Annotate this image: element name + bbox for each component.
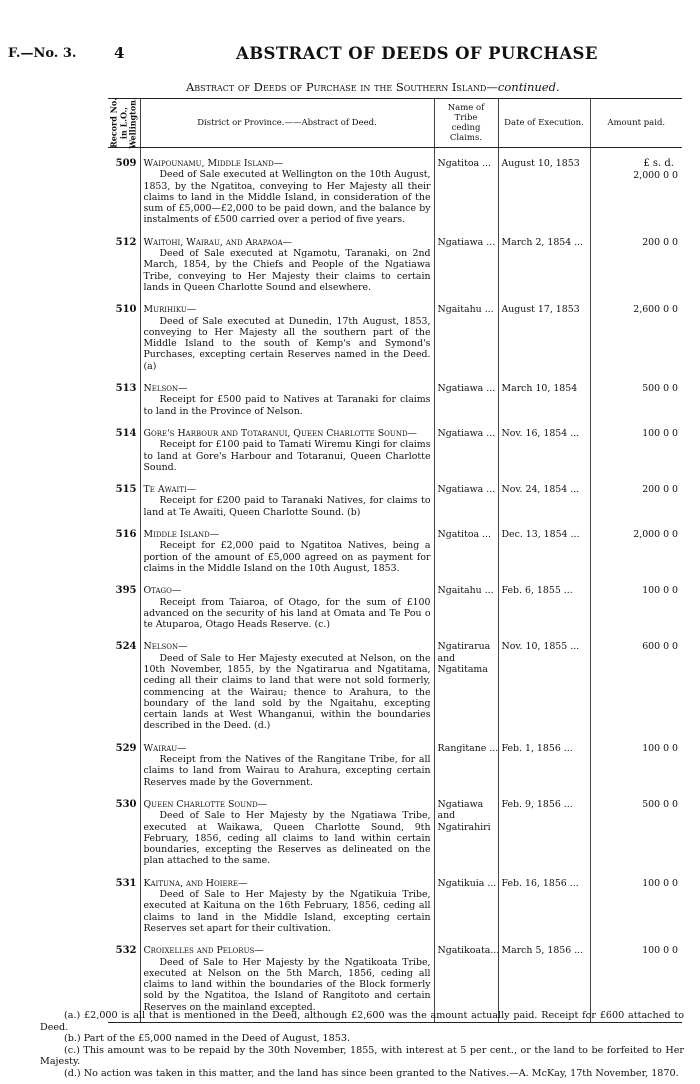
deed-abstract [140, 148, 434, 237]
district-heading: Nelson— [143, 383, 188, 395]
tribe-name: Ngatitoa ... [434, 529, 498, 585]
record-number: 529 [115, 742, 137, 754]
deed-text: Deed of Sale to Her Majesty by the Ngatikuia Tribe, executed at Kaituna on the 16th February, 1856, ceding all claims to land in the Middle Island, excepting certain Reserves set apart for their cultivation. [143, 889, 431, 934]
deed-abstract [140, 743, 434, 799]
amount-paid: 600 0 0 [590, 641, 682, 742]
column-header-record [108, 99, 140, 148]
table-row [108, 878, 682, 945]
district-heading: Otago— [143, 585, 182, 597]
amount-paid: 2,600 0 0 [590, 304, 682, 383]
page-header [8, 44, 692, 66]
record-number: 513 [115, 383, 137, 395]
deed-abstract [140, 237, 434, 304]
table-row [108, 799, 682, 878]
amount-paid: 200 0 0 [590, 237, 682, 304]
deed-abstract [140, 529, 434, 585]
tribe-name: Ngatiawa ... [434, 484, 498, 529]
table-row [108, 428, 682, 484]
document-reference: F.—No. 3. [8, 46, 77, 61]
column-header-amount: Amount paid. [590, 99, 682, 148]
district-heading: Middle Island— [143, 529, 220, 541]
amount-paid: 100 0 0 [590, 743, 682, 799]
execution-date: Dec. 13, 1854 ... [498, 529, 590, 585]
footnote-a: (a.) £2,000 is all that is mentioned in the Deed, although £2,600 was the amount actually paid. Receipt for £600 attached to Deed. [40, 1010, 684, 1033]
column-header-date: Date of Execution. [498, 99, 590, 148]
deed-text: Receipt for £100 paid to Tamati Wiremu Kingi for claims to land at Gore's Harbour and Totaranui, Queen Charlotte Sound. [143, 439, 431, 473]
amount-paid: 100 0 0 [590, 878, 682, 945]
footnote-c: (c.) This amount was to be repaid by the 30th November, 1855, with interest at 5 per cent., or the land to be forfeited to Her Majesty. [40, 1044, 684, 1068]
district-heading: Gore's Harbour and Totaranui, Queen Charlotte Sound— [143, 427, 417, 439]
table-caption-continued: continued. [497, 80, 560, 94]
deed-text: Deed of Sale to Her Majesty by the Ngatikoata Tribe, executed at Nelson on the 5th March, 1856, ceding all claims to land within the boundaries of the Block formerly sold by the Ngatitoa, the Island of Rangitoto and certain Reserves on the mainland excepted. [143, 956, 431, 1013]
tribe-name: Ngatiawa ... [434, 237, 498, 304]
table-caption-text: Abstract of Deeds of Purchase in the Southern Island— [186, 80, 498, 94]
deed-abstract [140, 641, 434, 742]
column-header-district: District or Province.——Abstract of Deed. [140, 99, 434, 148]
deed-text: Receipt for £200 paid to Taranaki Natives, for claims to land at Te Awaiti, Queen Charlotte Sound. (b) [143, 495, 431, 518]
district-heading: Te Awaiti— [143, 484, 197, 496]
deed-text: Deed of Sale executed at Dunedin, 17th August, 1853, conveying to Her Majesty all the southern part of the Middle Island to the south of Kemp's and Symond's Purchases, excepting certain Reserves named in the Deed. (a) [143, 315, 431, 372]
deed-abstract [140, 484, 434, 529]
execution-date: Feb. 9, 1856 ... [498, 799, 590, 878]
table-header-row [108, 99, 682, 148]
execution-date: March 2, 1854 ... [498, 237, 590, 304]
page-number: 4 [114, 44, 125, 62]
district-heading: Kaituna, and Hoiere— [143, 877, 248, 889]
tribe-name: Rangitane ... [434, 743, 498, 799]
execution-date: Nov. 24, 1854 ... [498, 484, 590, 529]
table-row [108, 529, 682, 585]
deed-text: Deed of Sale executed at Wellington on the 10th August, 1853, by the Ngatitoa, conveying to Her Majesty all their claims to land in the Middle Island, in consideration of the sum of £5,000—£2,000 to be paid down, and the balance by instalments of £500 carried over a period of five years. [143, 169, 431, 226]
record-header-line-3: Wellington. [127, 97, 138, 149]
district-heading: Croixelles and Pelorus— [143, 945, 264, 957]
record-number: 524 [115, 641, 137, 653]
deed-text: Deed of Sale to Her Majesty by the Ngatiawa Tribe, executed at Waikawa, Queen Charlotte Sound, 9th February, 1856, ceding all claims to land within certain boundaries, excepting the Reserves as delineated on the plan attached to the same. [143, 810, 431, 867]
amount-paid: 100 0 0 [590, 945, 682, 1022]
district-heading: Waipounamu, Middle Island— [143, 158, 284, 169]
record-number: 512 [115, 236, 137, 248]
amount-value: 2,000 0 0 [633, 170, 678, 182]
district-heading: Nelson— [143, 641, 188, 653]
deed-abstract [140, 878, 434, 945]
footnotes [40, 1010, 684, 1080]
table-row [108, 383, 682, 428]
table-caption [186, 80, 560, 94]
tribe-name: Ngatitoa ... [434, 148, 498, 237]
record-number: 510 [115, 304, 137, 316]
deed-text: Receipt from Taiaroa, of Otago, for the sum of £100 advanced on the security of his land at Omata and Te Pou o te Atuparoa, Otago Heads Reserve. (c.) [143, 596, 431, 631]
execution-date: March 5, 1856 ... [498, 945, 590, 1022]
deed-text: Receipt for £500 paid to Natives at Taranaki for claims to land in the Province of Nelson. [143, 394, 431, 417]
deed-text: Receipt for £2,000 paid to Ngatitoa Natives, being a portion of the amount of £5,000 agreed on as payment for claims in the Middle Island on the 10th August, 1853. [143, 540, 431, 574]
table-row [108, 641, 682, 742]
execution-date: March 10, 1854 [498, 383, 590, 428]
tribe-name: Ngatirarua and Ngatitama [434, 641, 498, 742]
deeds-table [108, 98, 682, 1023]
table-row [108, 585, 682, 641]
deed-text: Deed of Sale to Her Majesty executed at Nelson, on the 10th November, 1855, by the Ngatirarua and Ngatitama, ceding all their claims to land that were not sold formerly, commencing at the Wairau; thence to Arahura, to the boundary of the land sold by the Ngaitahu, excepting certain lands at West Whanganui, within the boundaries described in the Deed. (d.) [143, 652, 431, 732]
tribe-name: Ngatikuia ... [434, 878, 498, 945]
district-heading: Queen Charlotte Sound— [143, 798, 268, 810]
currency-units: £ s. d. [643, 158, 674, 169]
record-number: 515 [115, 484, 137, 496]
footnote-d: (d.) No action was taken in this matter, and the land has since been granted to the Natives.—A. McKay, 17th November, 1870. [64, 1067, 679, 1079]
amount-paid: 100 0 0 [590, 585, 682, 641]
record-number: 532 [108, 945, 140, 1022]
execution-date: Feb. 1, 1856 ... [498, 743, 590, 799]
column-header-tribe [434, 99, 498, 148]
deed-text: Receipt from the Natives of the Rangitane Tribe, for all claims to land from Wairau to Arahura, excepting certain Reserves made by the Government. [143, 754, 431, 788]
record-number: 514 [115, 427, 137, 439]
amount-paid: 500 0 0 [590, 799, 682, 878]
amount-paid: 2,000 0 0 [590, 529, 682, 585]
table-row [108, 304, 682, 383]
record-number: 530 [115, 798, 137, 810]
table-row [108, 148, 682, 237]
deed-abstract [140, 304, 434, 383]
table-row [108, 743, 682, 799]
deed-abstract [140, 585, 434, 641]
record-number: 509 [115, 158, 137, 169]
execution-date: August 10, 1853 [498, 148, 590, 237]
table-row [108, 237, 682, 304]
execution-date: Nov. 10, 1855 ... [498, 641, 590, 742]
record-number: 531 [115, 877, 137, 889]
district-heading: Murihiku— [143, 304, 197, 316]
record-header-line-2: in L.O., [117, 106, 128, 140]
page-title: ABSTRACT OF DEEDS OF PURCHASE [236, 44, 598, 63]
footnote-b: (b.) Part of the £5,000 named in the Deed of August, 1853. [64, 1033, 351, 1045]
execution-date: Nov. 16, 1854 ... [498, 428, 590, 484]
deed-abstract [140, 383, 434, 428]
tribe-name: Ngaitahu ... [434, 585, 498, 641]
amount-paid [590, 148, 682, 237]
tribe-header-line-2: ceding Claims. [449, 123, 483, 143]
table-row [108, 484, 682, 529]
tribe-name: Ngatiawa ... [434, 428, 498, 484]
execution-date: Feb. 6, 1855 ... [498, 585, 590, 641]
execution-date: Feb. 16, 1856 ... [498, 878, 590, 945]
tribe-name: Ngaitahu ... [434, 304, 498, 383]
tribe-name: Ngatiawa and Ngatirahiri [434, 799, 498, 878]
amount-paid: 100 0 0 [590, 428, 682, 484]
tribe-header-line-1: Name of Tribe [447, 103, 485, 123]
amount-paid: 500 0 0 [590, 383, 682, 428]
district-heading: Waitohi, Wairau, and Arapaoa— [143, 236, 292, 248]
deed-abstract [140, 428, 434, 484]
record-number: 516 [115, 529, 137, 541]
deed-abstract [140, 799, 434, 878]
tribe-name: Ngatikoata... [434, 945, 498, 1022]
deed-text: Deed of Sale executed at Ngamotu, Taranaki, on 2nd March, 1854, by the Chiefs and People of the Ngatiawa Tribe, conveying to Her Majesty their claims to certain lands in Queen Charlotte Sound and elsewhere. [143, 248, 431, 293]
district-heading: Wairau— [143, 742, 187, 754]
record-header-line-1: Record No. [108, 98, 119, 148]
amount-paid: 200 0 0 [590, 484, 682, 529]
tribe-name: Ngatiawa ... [434, 383, 498, 428]
execution-date: August 17, 1853 [498, 304, 590, 383]
record-number: 395 [115, 585, 137, 597]
